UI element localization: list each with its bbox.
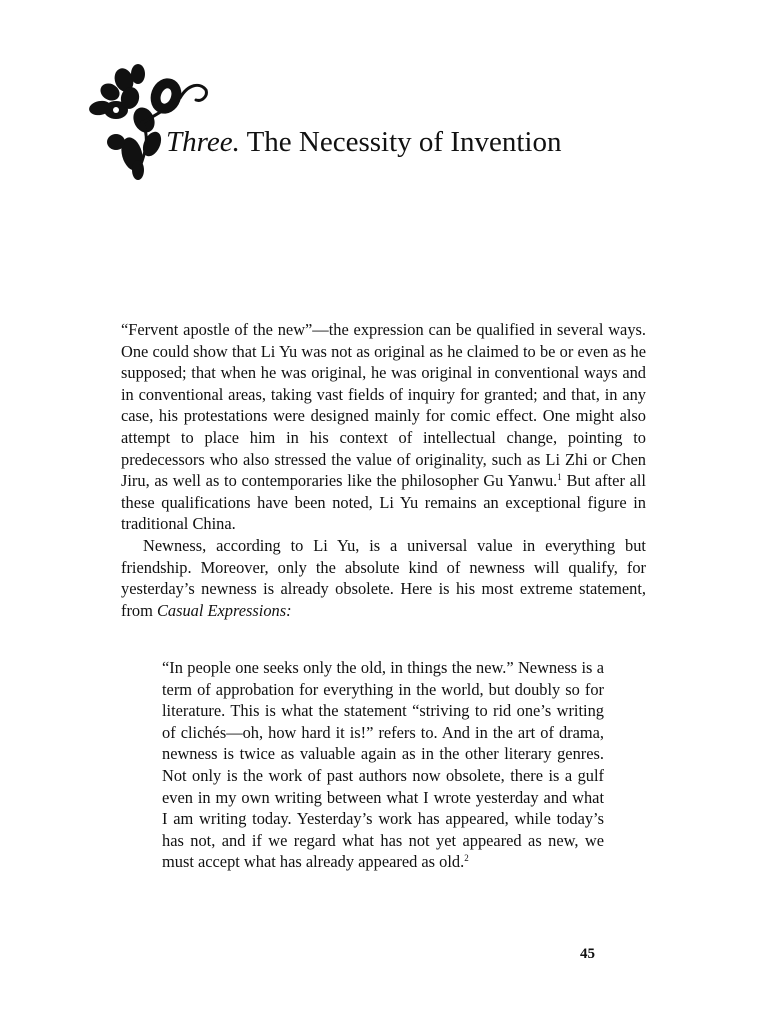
chapter-title xyxy=(166,124,561,160)
page-number: 45 xyxy=(580,946,595,962)
chapter-number: Three. xyxy=(166,126,240,158)
paragraph-2-text: Newness, according to Li Yu, is a universal value in everything but friendship. Moreover, only the absolute kind of newness will qualify, for yesterday’s newness is already obsolete. Here is his most extreme statement, from xyxy=(121,535,646,620)
paragraph-1-text: “Fervent apostle of the new”—the expression can be qualified in several ways. One could show that Li Yu was not as original as he claimed to be or even as he supposed; that when he was original, he was original in conventional ways and in conventional areas, taking vast fields of inquiry for granted; and that, in any case, his protestations were designed mainly for comic effect. One might also attempt to place him in his context of intellectual change, pointing to predecessors who also stressed the value of originality, such as Li Zhi or Chen Jiru, as well as to contemporaries like the philosopher Gu Yanwu. xyxy=(121,320,646,491)
quote-paragraph xyxy=(162,657,604,873)
paragraph-1-tail: But after all these qualifications have been noted, Li Yu remains an exceptional figure in traditional China. xyxy=(121,471,646,534)
footnote-ref-1[interactable]: 1 xyxy=(557,472,562,483)
paragraph-1 xyxy=(121,319,646,535)
block-quote xyxy=(162,657,604,873)
floral-ornament-icon xyxy=(80,62,215,184)
paragraph-2 xyxy=(121,535,646,621)
footnote-ref-2[interactable]: 2 xyxy=(464,853,469,864)
source-title: Casual Expressions: xyxy=(156,600,292,620)
body-text xyxy=(121,319,646,621)
quote-text: “In people one seeks only the old, in things the new.” Newness is a term of approbation for everything in the world, but doubly so for literature. This is what the statement “striving to rid one’s writing of clichés—oh, how hard it is!” refers to. And in the art of drama, newness is twice as valuable again as in the other literary genres. Not only is the work of past authors now obsolete, there is a gulf even in my own writing between what I wrote yesterday and what I am writing today. Yesterday’s work has appeared, while today’s has not, and if we regard what has not yet appeared as new, we must accept what has already appeared as old. xyxy=(162,658,604,872)
chapter-title-text: The Necessity of Invention xyxy=(246,126,562,158)
